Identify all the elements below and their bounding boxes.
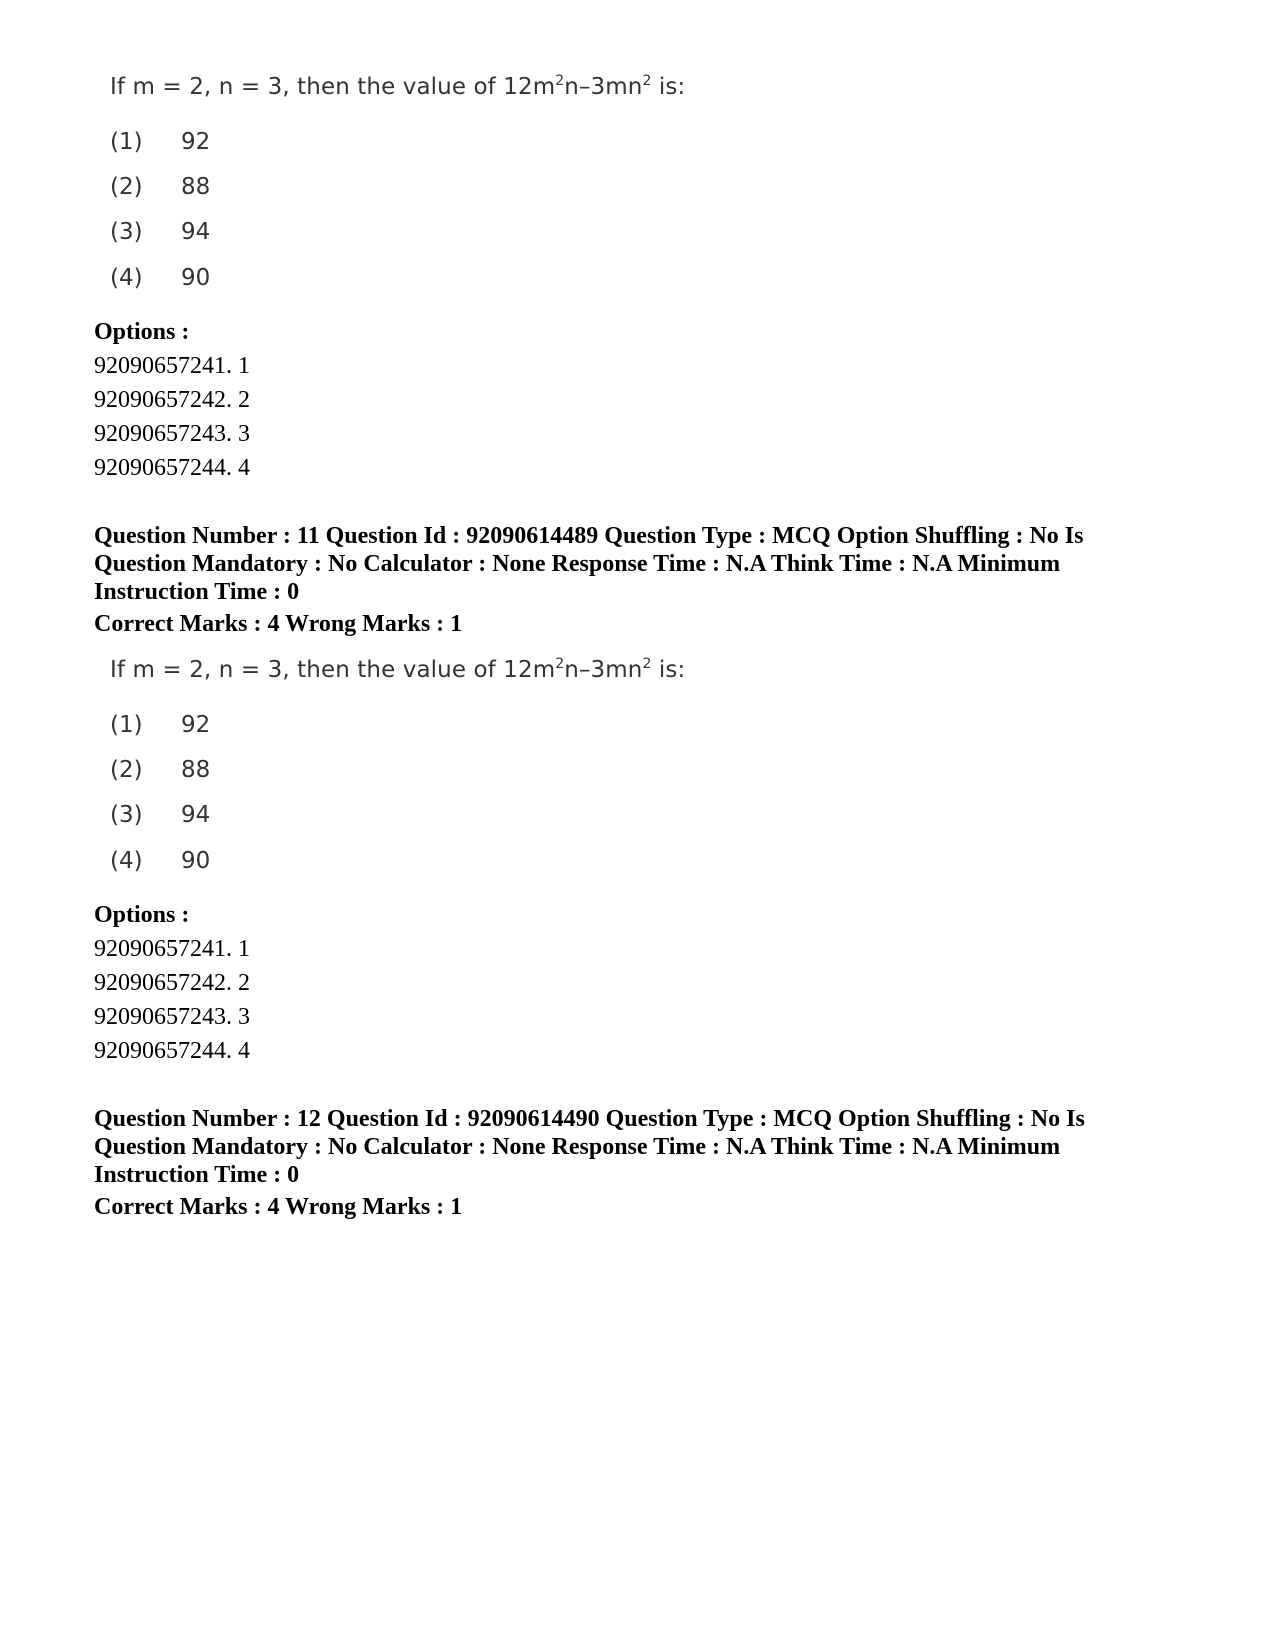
question-meta-11: Question Number : 11 Question Id : 92090614489 Question Type : MCQ Option Shuffling : No Is Question Mandatory : No Calculator : None Response Time : N.A Think Time : N.A Minimum Instruction Time : 0 Correct Marks : 4 Wrong Marks : 1 (94, 522, 1214, 638)
question-meta-12: Question Number : 12 Question Id : 92090614490 Question Type : MCQ Option Shuffling : No Is Question Mandatory : No Calculator : None Response Time : N.A Think Time : N.A Minimum Instruction Time : 0 Correct Marks : 4 Wrong Marks : 1 (94, 1105, 1214, 1221)
marks-line: Correct Marks : 4 Wrong Marks : 1 (94, 1194, 463, 1220)
option-item: 92090657241. 1 (94, 936, 250, 962)
option-item: 92090657244. 4 (94, 1038, 250, 1064)
options-block-a (94, 315, 1214, 485)
option-item: 92090657242. 2 (94, 970, 250, 996)
choice-1: (1) 92 (110, 712, 211, 738)
options-block-b (94, 898, 1214, 1068)
option-item: 92090657244. 4 (94, 455, 250, 481)
choice-4: (4) 90 (110, 848, 211, 874)
option-item: 92090657241. 1 (94, 353, 250, 379)
option-item: 92090657243. 3 (94, 1004, 250, 1030)
option-item: 92090657242. 2 (94, 387, 250, 413)
choice-4: (4) 90 (110, 265, 211, 291)
options-label: Options : (94, 319, 190, 345)
options-label: Options : (94, 902, 190, 928)
choice-3: (3) 94 (110, 802, 211, 828)
question-image-b (110, 655, 810, 876)
choice-2: (2) 88 (110, 174, 211, 200)
choice-1: (1) 92 (110, 129, 211, 155)
choice-3: (3) 94 (110, 219, 211, 245)
marks-line: Correct Marks : 4 Wrong Marks : 1 (94, 611, 463, 637)
question-stem: If m = 2, n = 3, then the value of $12m^2n-3mn^2$ is: (110, 73, 686, 100)
choice-2: (2) 88 (110, 757, 211, 783)
question-image-a (110, 72, 810, 293)
question-stem: If m = 2, n = 3, then the value of $12m^2n-3mn^2$ is: (110, 656, 686, 683)
option-item: 92090657243. 3 (94, 421, 250, 447)
